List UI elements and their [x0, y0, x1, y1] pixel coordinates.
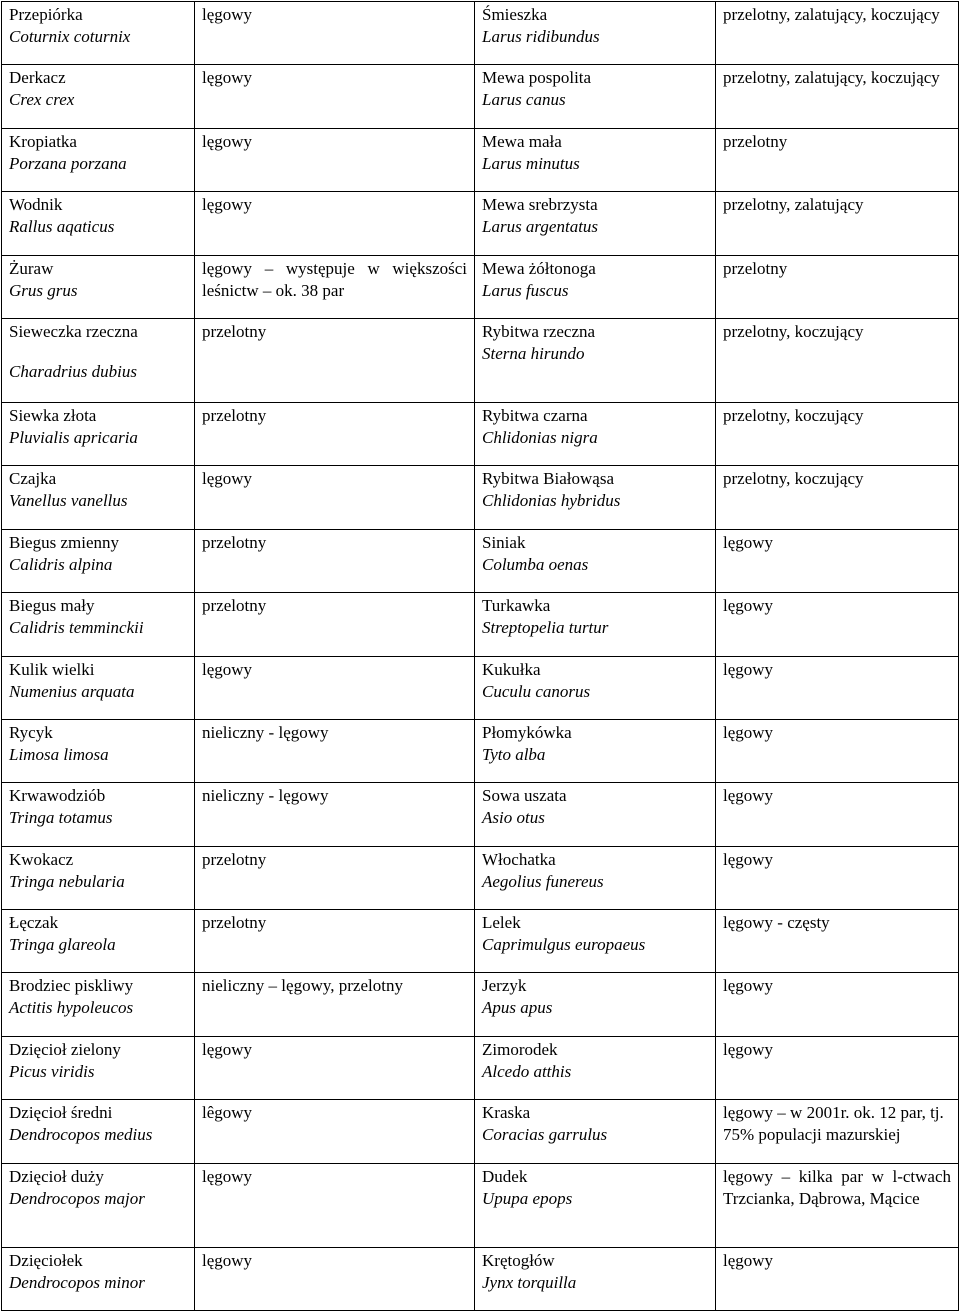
species-name: Płomykówka: [482, 722, 572, 742]
species-name: Jerzyk: [482, 976, 527, 996]
species-name: Sowa uszata: [482, 786, 567, 806]
species-table: [1, 1, 959, 1311]
species-cell: [475, 783, 716, 846]
species-cell: [2, 192, 195, 255]
species-latin: Asio otus: [482, 808, 545, 828]
species-cell: [2, 1247, 195, 1310]
table-row: [2, 2, 959, 65]
status-cell: lęgowy: [195, 1163, 475, 1247]
species-cell: [2, 910, 195, 973]
species-name: Krętogłów: [482, 1250, 555, 1270]
status-cell: lęgowy – w 2001r. ok. 12 par, tj. 75% populacji mazurskiej: [716, 1100, 959, 1163]
species-latin: Tringa glareola: [9, 935, 116, 955]
status-cell: przelotny: [195, 910, 475, 973]
species-name: Lelek: [482, 913, 521, 933]
species-name: Dzięcioł zielony: [9, 1039, 121, 1059]
species-name: Kulik wielki: [9, 659, 95, 679]
status-cell: lęgowy: [195, 466, 475, 529]
species-name: Dzięcioł duży: [9, 1166, 104, 1186]
table-row: [2, 910, 959, 973]
species-cell: [475, 318, 716, 402]
species-latin: Columba oenas: [482, 554, 589, 574]
species-latin: Pluvialis apricaria: [9, 427, 138, 447]
table-row: [2, 1036, 959, 1099]
status-cell: lęgowy: [195, 192, 475, 255]
status-cell: przelotny: [716, 128, 959, 191]
species-latin: Rallus aqaticus: [9, 217, 115, 237]
species-name: Rybitwa Białowąsa: [482, 469, 614, 489]
species-latin: Dendrocopos minor: [9, 1272, 145, 1292]
species-name: Brodziec piskliwy: [9, 976, 134, 996]
status-cell: przelotny: [195, 402, 475, 465]
species-name: Mewa srebrzysta: [482, 195, 598, 215]
status-cell: lęgowy: [195, 65, 475, 128]
species-name: Dudek: [482, 1166, 528, 1186]
species-latin: Streptopelia turtur: [482, 618, 609, 638]
species-latin: Larus fuscus: [482, 280, 569, 300]
species-latin: Grus grus: [9, 280, 78, 300]
species-cell: [475, 593, 716, 656]
species-latin: Larus minutus: [482, 153, 580, 173]
species-name: Sieweczka rzeczna: [9, 321, 138, 341]
species-name: Rybitwa rzeczna: [482, 321, 596, 341]
status-cell: lęgowy – kilka par w l-ctwach Trzcianka, Dąbrowa, Mącice: [716, 1163, 959, 1247]
species-cell: [2, 846, 195, 909]
species-latin: Numenius arquata: [9, 681, 135, 701]
species-name: Żuraw: [9, 258, 54, 278]
species-latin: Coturnix coturnix: [9, 27, 131, 46]
status-cell: przelotny, zalatujący: [716, 192, 959, 255]
table-row: [2, 255, 959, 318]
species-name: Krwawodziób: [9, 786, 106, 806]
status-cell: przelotny: [195, 529, 475, 592]
species-latin: Jynx torquilla: [482, 1272, 577, 1292]
species-cell: [475, 466, 716, 529]
species-latin: Limosa limosa: [9, 744, 109, 764]
species-cell: [475, 1036, 716, 1099]
species-latin: Vanellus vanellus: [9, 491, 128, 511]
status-cell: lęgowy: [716, 656, 959, 719]
table-row: [2, 402, 959, 465]
species-latin: Larus canus: [482, 90, 566, 110]
status-cell: lęgowy: [716, 719, 959, 782]
species-latin: Sterna hirundo: [482, 343, 585, 363]
species-latin: Upupa epops: [482, 1188, 573, 1208]
status-cell: lęgowy: [716, 973, 959, 1036]
species-cell: [2, 783, 195, 846]
species-cell: [2, 529, 195, 592]
species-name: Kropiatka: [9, 131, 77, 151]
species-name: Dzięciołek: [9, 1250, 83, 1270]
species-latin: Tringa nebularia: [9, 871, 125, 891]
species-name: Wodnik: [9, 195, 63, 215]
species-cell: [2, 128, 195, 191]
status-cell: przelotny, zalatujący, koczujący: [716, 2, 959, 65]
table-row: [2, 466, 959, 529]
table-row: [2, 846, 959, 909]
species-name: Czajka: [9, 469, 57, 489]
species-cell: [2, 255, 195, 318]
table-row: [2, 192, 959, 255]
table-row: [2, 719, 959, 782]
species-latin: Porzana porzana: [9, 153, 127, 173]
species-latin: Coracias garrulus: [482, 1125, 608, 1145]
table-row: [2, 973, 959, 1036]
status-cell: lęgowy: [716, 1036, 959, 1099]
species-latin: Tyto alba: [482, 744, 546, 764]
status-cell: lęgowy: [716, 529, 959, 592]
species-latin: Crex crex: [9, 90, 75, 110]
status-cell: lęgowy: [716, 783, 959, 846]
species-cell: [475, 529, 716, 592]
species-latin: Larus argentatus: [482, 217, 599, 237]
species-name: Siniak: [482, 532, 526, 552]
status-cell: lęgowy: [716, 1247, 959, 1310]
species-cell: [2, 1163, 195, 1247]
table-row: [2, 656, 959, 719]
status-cell: przelotny, koczujący: [716, 466, 959, 529]
species-cell: [2, 2, 195, 65]
species-cell: [475, 2, 716, 65]
species-cell: [2, 1100, 195, 1163]
species-cell: [475, 973, 716, 1036]
species-name: Rycyk: [9, 722, 53, 742]
status-cell: lęgowy – występuje w większości leśnictw – ok. 38 par: [195, 255, 475, 318]
status-cell: przelotny, koczujący: [716, 318, 959, 402]
status-cell: przelotny: [716, 255, 959, 318]
species-name: Rybitwa czarna: [482, 405, 588, 425]
species-cell: [475, 846, 716, 909]
species-cell: [2, 466, 195, 529]
species-name: Mewa żółtonoga: [482, 258, 596, 278]
status-cell: lęgowy: [195, 656, 475, 719]
status-cell: przelotny: [195, 318, 475, 402]
species-name: Mewa mała: [482, 131, 562, 151]
status-cell: nieliczny – lęgowy, przelotny: [195, 973, 475, 1036]
species-latin: Picus viridis: [9, 1061, 95, 1081]
species-latin: Larus ridibundus: [482, 27, 600, 46]
species-cell: [2, 318, 195, 402]
status-cell: lęgowy: [195, 2, 475, 65]
species-name: Biegus mały: [9, 596, 95, 616]
species-latin: Chlidonias hybridus: [482, 491, 621, 511]
species-cell: [475, 128, 716, 191]
species-name: Derkacz: [9, 68, 66, 88]
table-row: [2, 1247, 959, 1310]
status-cell: nieliczny - lęgowy: [195, 783, 475, 846]
species-latin: Caprimulgus europaeus: [482, 935, 646, 955]
status-cell: lęgowy - częsty: [716, 910, 959, 973]
species-name: Łęczak: [9, 913, 59, 933]
species-cell: [2, 719, 195, 782]
species-latin: Apus apus: [482, 998, 553, 1018]
table-row: [2, 593, 959, 656]
species-name: Turkawka: [482, 596, 551, 616]
species-name: Kukułka: [482, 659, 541, 679]
status-cell: lęgowy: [195, 1247, 475, 1310]
species-name: Dzięcioł średni: [9, 1103, 113, 1123]
species-name: Siewka złota: [9, 405, 97, 425]
table-row: [2, 128, 959, 191]
status-cell: lęgowy: [195, 128, 475, 191]
species-name: Kwokacz: [9, 849, 74, 869]
status-cell: lęgowy: [716, 593, 959, 656]
status-cell: przelotny, zalatujący, koczujący: [716, 65, 959, 128]
species-latin: Calidris temminckii: [9, 618, 144, 638]
status-cell: nieliczny - lęgowy: [195, 719, 475, 782]
status-cell: lęgowy: [716, 846, 959, 909]
status-cell: lêgowy: [195, 1100, 475, 1163]
species-cell: [475, 656, 716, 719]
table-row: [2, 1163, 959, 1247]
species-latin: Charadrius dubius: [9, 361, 137, 381]
species-name: Biegus zmienny: [9, 532, 120, 552]
species-cell: [2, 973, 195, 1036]
status-cell: przelotny, koczujący: [716, 402, 959, 465]
species-cell: [2, 656, 195, 719]
species-latin: Aegolius funereus: [482, 871, 604, 891]
species-latin: Dendrocopos medius: [9, 1125, 153, 1145]
table-row: [2, 529, 959, 592]
species-cell: [2, 1036, 195, 1099]
table-row: [2, 783, 959, 846]
species-cell: [475, 65, 716, 128]
species-name: Śmieszka: [482, 5, 548, 24]
species-cell: [475, 1163, 716, 1247]
species-cell: [2, 593, 195, 656]
species-name: Włochatka: [482, 849, 556, 869]
species-name: Mewa pospolita: [482, 68, 592, 88]
species-cell: [475, 719, 716, 782]
species-cell: [475, 402, 716, 465]
species-cell: [2, 65, 195, 128]
species-cell: [475, 910, 716, 973]
species-cell: [475, 255, 716, 318]
species-cell: [475, 192, 716, 255]
status-cell: lęgowy: [195, 1036, 475, 1099]
species-latin: Actitis hypoleucos: [9, 998, 134, 1018]
species-latin: Tringa totamus: [9, 808, 113, 828]
species-latin: Dendrocopos major: [9, 1188, 145, 1208]
species-latin: Calidris alpina: [9, 554, 113, 574]
species-cell: [475, 1100, 716, 1163]
table-row: [2, 65, 959, 128]
table-row: [2, 1100, 959, 1163]
species-latin: Alcedo atthis: [482, 1061, 572, 1081]
species-name: Kraska: [482, 1103, 531, 1123]
species-cell: [2, 402, 195, 465]
status-cell: przelotny: [195, 846, 475, 909]
species-name: Zimorodek: [482, 1039, 558, 1059]
species-cell: [475, 1247, 716, 1310]
species-latin: Chlidonias nigra: [482, 427, 598, 447]
status-cell: przelotny: [195, 593, 475, 656]
species-name: Przepiórka: [9, 5, 83, 24]
species-latin: Cuculu canorus: [482, 681, 591, 701]
table-row: [2, 318, 959, 402]
